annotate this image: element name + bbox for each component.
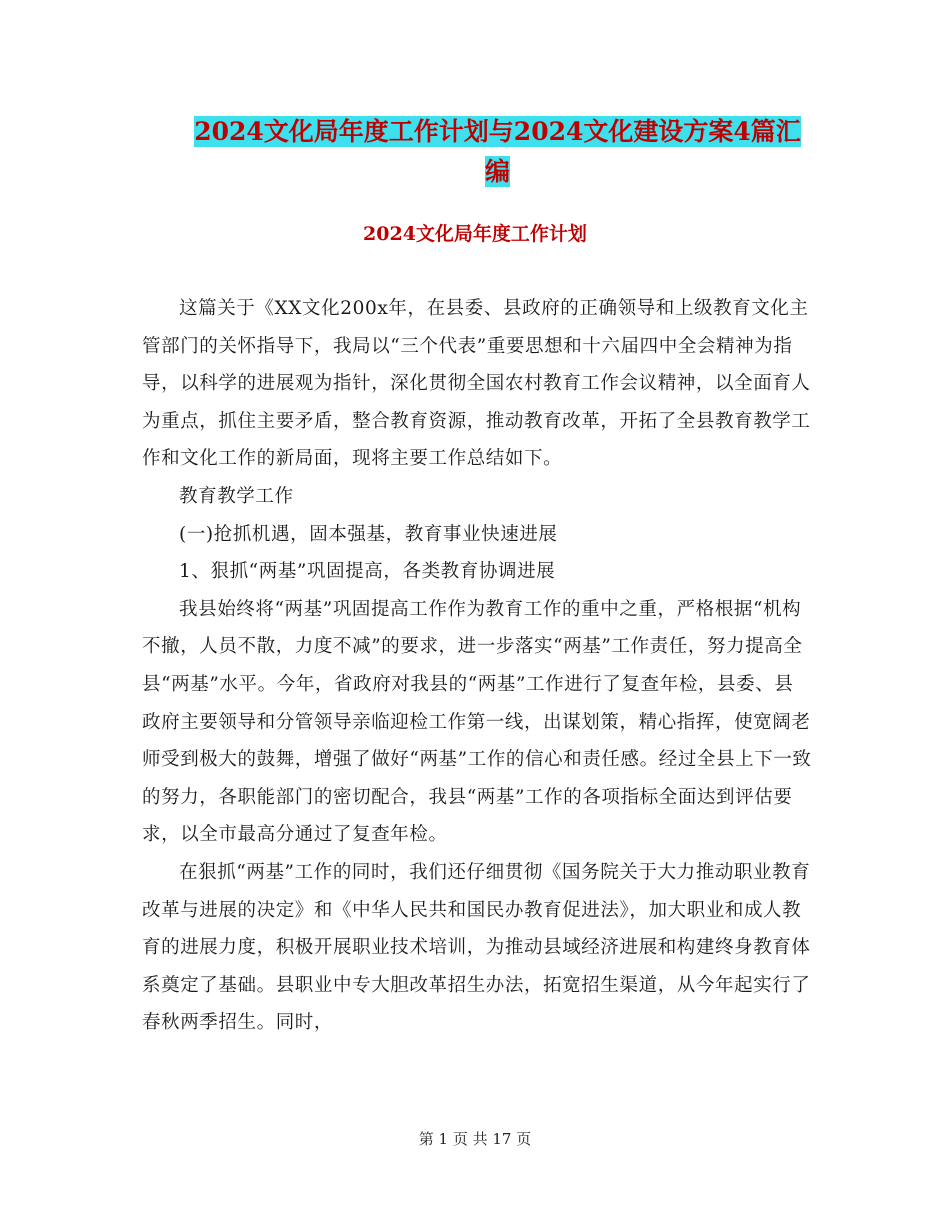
heading-item-1: 1、狠抓“两基”巩固提高，各类教育协调进展 <box>179 561 556 583</box>
section-title: 2024文化局年度工作计划 <box>363 223 587 245</box>
heading-education-work: 教育教学工作 <box>179 485 294 507</box>
heading-subsection-1: (一)抢抓机遇，固本强基，教育事业快速进展 <box>179 523 558 545</box>
paragraph-two-basics: 我县始终将“两基”巩固提高工作作为教育工作的重中之重，严格根据“机构不撤，人员不散，力度不减”的要求，进一步落实“两基”工作责任，努力提高全县“两基”水平。今年，省政府对我县的“两基”工作进行了复查年检，县委、县政府主要领导和分管领导亲临迎检工作第一线，出谋划策，精心指挥，使宽阔老师受到极大的鼓舞，增强了做好“两基”工作的信心和责任感。经过全县上下一致的努力，各职能部门的密切配合，我县“两基”工作的各项指标全面达到评估要求，以全市最高分通过了复查年检。 <box>142 598 812 846</box>
title-line-1: 2024文化局年度工作计划与2024文化建设方案4篇汇 <box>194 117 801 146</box>
paragraph-vocational: 在狠抓“两基”工作的同时，我们还仔细贯彻《国务院关于大力推动职业教育改革与进展的决定》和《中华人民共和国民办教育促进法》，加大职业和成人教育的进展力度，积极开展职业技术培训，为推动县域经济进展和构建终身教育体系奠定了基础。县职业中专大胆改革招生办法，拓宽招生渠道，从今年起实行了春秋两季招生。同时， <box>142 861 811 1034</box>
page-number: 第 1 页 共 17 页 <box>418 1130 532 1148</box>
document-body <box>142 290 812 1042</box>
paragraph-intro: 这篇关于《XX文化200x年，在县委、县政府的正确领导和上级教育文化主管部门的关怀指导下，我局以“三个代表”重要思想和十六届四中全会精神为指导，以科学的进展观为指针，深化贯彻全国农村教育工作会议精神，以全面育人为重点，抓住主要矛盾，整合教育资源，推动教育改革，开拓了全县教育教学工作和文化工作的新局面，现将主要工作总结如下。 <box>142 298 811 470</box>
title-line-2: 编 <box>484 157 510 186</box>
document-title <box>185 112 810 192</box>
